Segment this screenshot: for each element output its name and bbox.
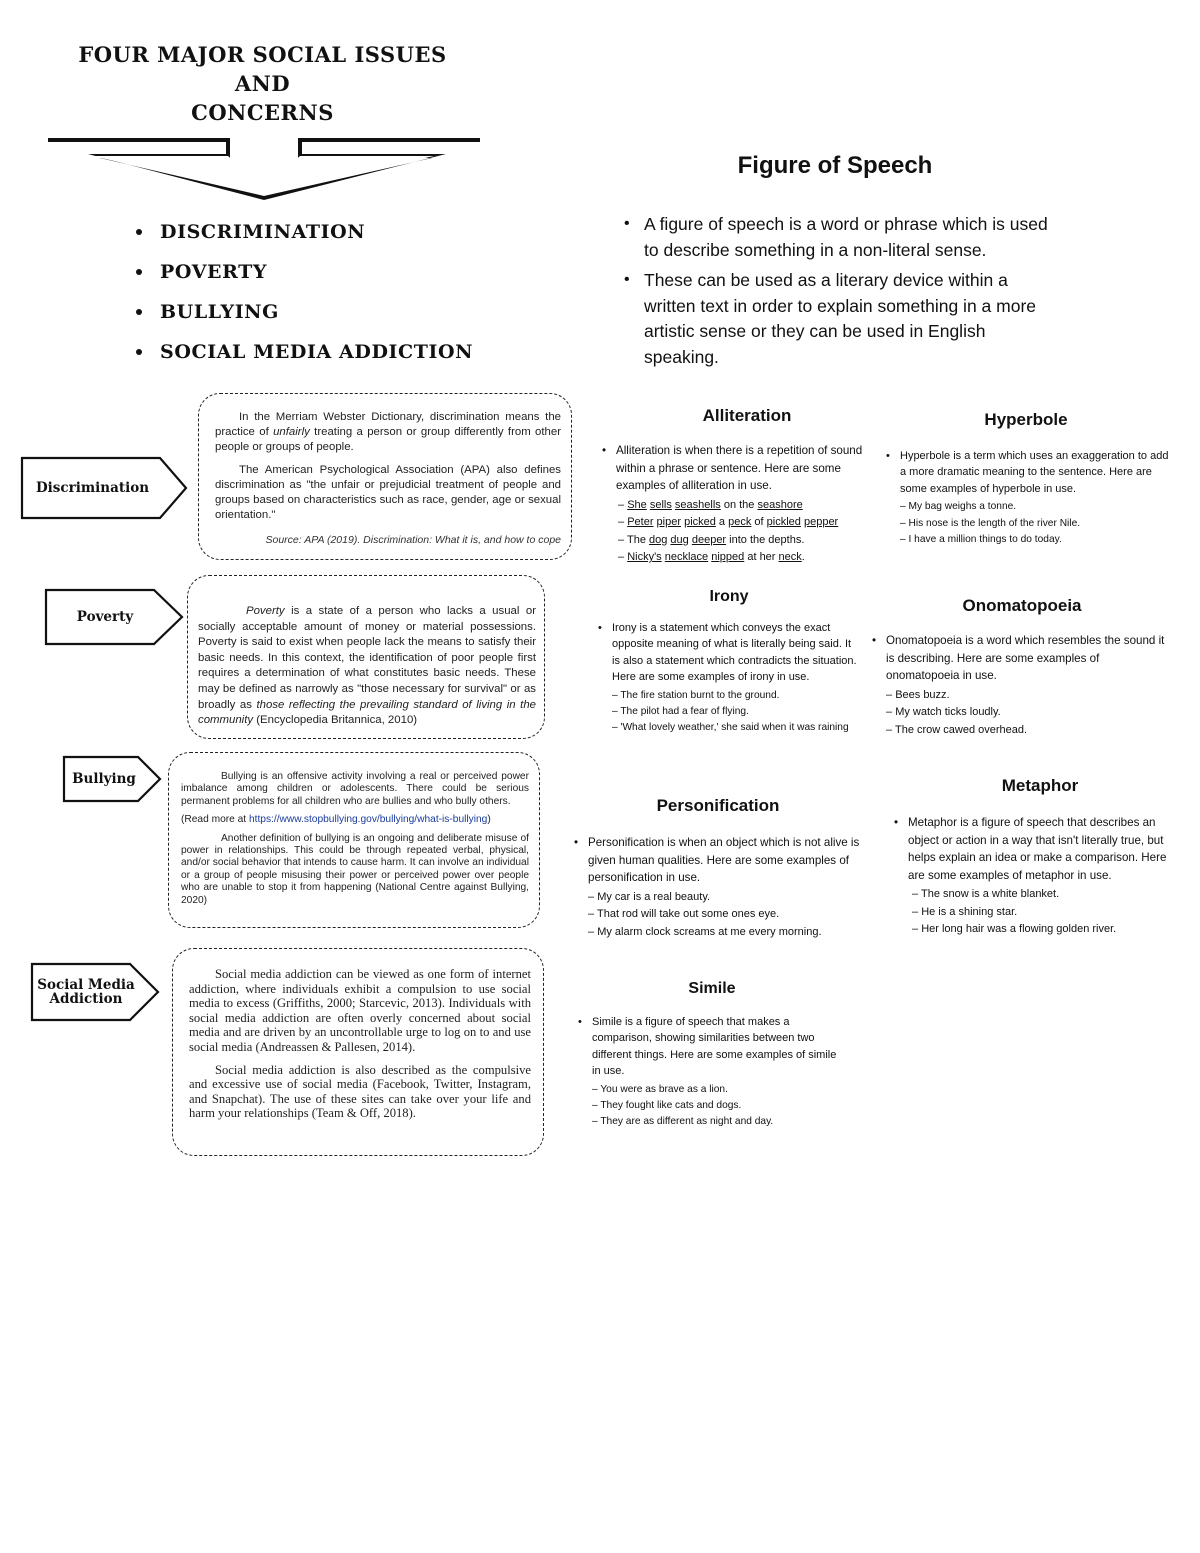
- onomatopoeia-examples: [872, 687, 1172, 740]
- list-item: – The fire station burnt to the ground.: [612, 688, 860, 704]
- text-span: sells: [649, 498, 672, 511]
- text-span: Nicky's: [627, 551, 662, 563]
- irony-body: [598, 620, 860, 737]
- text-span: dog: [649, 533, 668, 546]
- text-span: necklace: [664, 551, 709, 563]
- metaphor-definition: • Metaphor is a figure of speech that describes an object or action in a way that isn't literally true, but helps explain an idea or make a comparison. Here are some examples of metaphor in use.: [894, 814, 1184, 884]
- bullet-icon: [136, 349, 142, 355]
- tag-label-line: Addiction: [49, 991, 123, 1007]
- personification-body: [574, 834, 862, 941]
- list-item: – My car is a real beauty.: [588, 889, 862, 907]
- text-span: dug: [670, 533, 689, 546]
- text-span: a: [715, 516, 729, 528]
- bullet-icon: [136, 309, 142, 315]
- list-item: [136, 212, 473, 252]
- list-item: – They fought like cats and dogs.: [592, 1098, 846, 1114]
- text-span: nipped: [711, 551, 745, 563]
- personification-definition: • Personification is when an object which is not alive is given human qualities. Here are some examples of personification in use.: [574, 834, 862, 887]
- poverty-tag-label: Poverty: [76, 609, 134, 625]
- text-span: into the depths.: [726, 533, 805, 546]
- personification-examples: [574, 889, 862, 942]
- list-item-label: DISCRIMINATION: [160, 221, 366, 243]
- list-item: [618, 514, 880, 532]
- text-span: those reflecting the prevailing standard of living in the community: [198, 698, 536, 727]
- title-line: AND: [234, 71, 291, 96]
- discrimination-tag-label: Discrimination: [35, 480, 150, 496]
- page-title: [40, 40, 485, 127]
- figure-of-speech-intro: [622, 212, 1062, 375]
- irony-definition: • Irony is a statement which conveys the exact opposite meaning of what is literally being said. It is also a statement which contradicts the situation. Here are some examples of irony in use.: [598, 620, 860, 686]
- text-span: at her: [744, 551, 779, 563]
- onomatopoeia-section: [872, 596, 1172, 739]
- alliteration-examples: [602, 497, 880, 567]
- text-span: treating a person or group differently from other people or groups of people.: [215, 426, 561, 453]
- figure-of-speech-title: Figure of Speech: [737, 152, 933, 179]
- discrimination-source: Source: APA (2019). Discrimination: What it is, and how to cope: [265, 534, 561, 546]
- text-span: ): [487, 814, 491, 826]
- text-span: on the: [720, 498, 758, 511]
- poverty-definition-box: [187, 575, 545, 739]
- text-span: unfairly: [273, 426, 310, 438]
- social-media-tag-label: [30, 962, 142, 1022]
- list-item: [618, 497, 880, 515]
- text-span: She: [627, 498, 647, 511]
- list-item: – My watch ticks loudly.: [886, 704, 1172, 722]
- list-item: – My alarm clock screams at me every morning.: [588, 924, 862, 942]
- list-item: • These can be used as a literary device within a written text in order to explain something in a more artistic sense or they can be used in English speaking.: [622, 268, 1062, 370]
- list-item: – You were as brave as a lion.: [592, 1082, 846, 1098]
- list-item: – That rod will take out some ones eye.: [588, 906, 862, 924]
- social-media-paragraph: Social media addiction is also described as the compulsive and excessive use of social media (Facebook, Twitter, Instagram, and Snapchat). The use of these sites can take over your life and harm your relationships (Team & Off, 2018).: [189, 1062, 531, 1121]
- bullying-readmore: [181, 814, 529, 826]
- text-span: peck: [728, 516, 752, 528]
- list-item: – The crow cawed overhead.: [886, 722, 1172, 740]
- hyperbole-examples: [886, 499, 1176, 548]
- list-item: [136, 292, 473, 332]
- list-item: • A figure of speech is a word or phrase which is used to describe something in a non-literal sense.: [622, 212, 1062, 263]
- text-span: (Read more at: [181, 814, 249, 826]
- list-item-label: BULLYING: [160, 301, 279, 323]
- text-span: picked: [684, 516, 716, 528]
- title-line: FOUR MAJOR SOCIAL ISSUES: [78, 42, 447, 67]
- text-span: Peter: [627, 516, 654, 528]
- hyperbole-section: [886, 410, 1176, 548]
- list-item-label: POVERTY: [160, 261, 268, 283]
- bullying-link[interactable]: https://www.stopbullying.gov/bullying/what-is-bullying: [248, 814, 488, 826]
- text-span: Poverty: [246, 605, 285, 617]
- simile-section: [578, 980, 846, 1131]
- text-span: of: [751, 516, 767, 528]
- alliteration-section: [602, 406, 880, 567]
- text-span: seashells: [674, 498, 721, 511]
- metaphor-body: [894, 814, 1184, 939]
- simile-examples: [578, 1082, 846, 1131]
- text-span: In the Merriam Webster Dictionary, discrimination means the practice of: [215, 411, 561, 438]
- alliteration-heading: Alliteration: [702, 406, 792, 425]
- onomatopoeia-body: [872, 632, 1172, 739]
- title-line: CONCERNS: [191, 100, 334, 125]
- text-span: .: [801, 551, 805, 563]
- text-span: neck: [778, 551, 802, 563]
- social-media-paragraph: Social media addiction can be viewed as one form of internet addiction, where individuals exhibit a compulsion to use social media to excess (Griffiths, 2000; Starcevic, 2013). Individuals with social media addiction are often overly concerned about social media and are driven by an uncontrollable urge to log on to and use social media (Andreassen & Pallesen, 2014).: [189, 967, 531, 1054]
- metaphor-examples: [894, 886, 1184, 939]
- discrimination-paragraph: The American Psychological Association (APA) also defines discrimination as "the unfair or prejudicial treatment of people and groups based on characteristics such as race, gender, age or sexual orientation.": [215, 464, 561, 521]
- list-item: – 'What lovely weather,' she said when it was raining: [612, 720, 860, 736]
- simile-definition: • Simile is a figure of speech that makes a comparison, showing similarities between two different things. Here are some examples of simile in use.: [578, 1014, 846, 1080]
- list-item: – Her long hair was a flowing golden river.: [912, 921, 1184, 939]
- text-span: is a state of a person who lacks a usual or socially acceptable amount of money or material possessions. Poverty is said to exist when people lack the means to satisfy their basic needs. In this context, the identification of poor people first requires a determination of what constitutes basic needs. These may be defined as narrowly as "those necessary for survival" or as broadly as: [198, 605, 536, 711]
- list-item: – I have a million things to do today.: [900, 532, 1176, 548]
- hyperbole-definition: • Hyperbole is a term which uses an exaggeration to add a more dramatic meaning to the sentence. Here are some examples of hyperbole in use.: [886, 448, 1176, 497]
- bullying-paragraph: Bullying is an offensive activity involving a real or perceived power imbalance among children or adolescents. There could be serious permanent problems for all children who are bullies and who bully others.: [181, 771, 529, 807]
- discrimination-definition-box: [198, 393, 572, 560]
- simile-body: [578, 1014, 846, 1131]
- list-item: [618, 549, 880, 567]
- text-span: pepper: [803, 516, 839, 528]
- onomatopoeia-heading: Onomatopoeia: [962, 596, 1082, 615]
- onomatopoeia-definition: • Onomatopoeia is a word which resembles the sound it is describing. Here are some examples of onomatopoeia in use.: [872, 632, 1172, 685]
- list-item: – They are as different as night and day.: [592, 1114, 846, 1130]
- text-span: deeper: [691, 533, 727, 546]
- text-span: piper: [656, 516, 682, 528]
- social-media-definition-box: [172, 948, 544, 1156]
- list-item: [136, 252, 473, 292]
- discrimination-paragraph: [215, 410, 561, 455]
- alliteration-body: [602, 442, 880, 567]
- text-span: The: [626, 533, 649, 546]
- list-item: – The pilot had a fear of flying.: [612, 704, 860, 720]
- poverty-paragraph: [198, 604, 536, 729]
- list-item: [136, 332, 473, 372]
- bullet-icon: [136, 269, 142, 275]
- alliteration-definition: • Alliteration is when there is a repetition of sound within a phrase or sentence. Here are some examples of alliteration in use.: [602, 442, 880, 495]
- list-item: [618, 532, 880, 550]
- personification-section: [574, 796, 862, 941]
- bullet-icon: [136, 229, 142, 235]
- list-item: – The snow is a white blanket.: [912, 886, 1184, 904]
- metaphor-heading: Metaphor: [1001, 776, 1079, 795]
- bullying-tag-label: Bullying: [72, 771, 136, 787]
- irony-examples: [598, 688, 860, 737]
- metaphor-section: [894, 776, 1184, 939]
- list-item: – He is a shining star.: [912, 904, 1184, 922]
- text-span: pickled: [766, 516, 801, 528]
- irony-heading: Irony: [709, 588, 749, 605]
- list-item-label: SOCIAL MEDIA ADDICTION: [160, 341, 474, 363]
- bullying-definition-box: [168, 752, 540, 928]
- text-span: (Encyclopedia Britannica, 2010): [253, 714, 418, 727]
- irony-section: [598, 588, 860, 737]
- hyperbole-heading: Hyperbole: [984, 410, 1068, 429]
- list-item: – Bees buzz.: [886, 687, 1172, 705]
- list-item: – His nose is the length of the river Nile.: [900, 516, 1176, 532]
- text-span: seashore: [757, 498, 803, 511]
- down-arrow-graphic: [46, 134, 482, 200]
- hyperbole-body: [886, 448, 1176, 548]
- personification-heading: Personification: [656, 796, 780, 815]
- tag-label-line: Social Media: [37, 977, 135, 993]
- simile-heading: Simile: [688, 980, 736, 997]
- list-item: – My bag weighs a tonne.: [900, 499, 1176, 515]
- bullying-paragraph: Another definition of bullying is an ongoing and deliberate misuse of power in relationships. This could be through repeated verbal, physical, and/or social behavior that intends to cause harm. It can involve an individual or a group of people misusing their power or perceived power over people who are unable to stop it from happening (National Centre against Bullying, 2020): [181, 832, 529, 906]
- issue-list: [136, 212, 473, 372]
